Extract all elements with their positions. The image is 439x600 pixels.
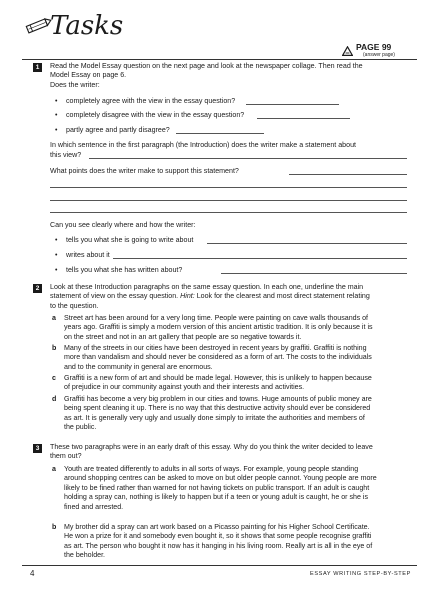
task1-intro-line: Read the Model Essay question on the next page and look at the newspaper collage. Then read the — [50, 62, 363, 70]
paragraph-line: Youth are treated differently to adults in all sorts of ways. For example, young people standing — [64, 465, 359, 473]
answer-line[interactable] — [257, 118, 350, 119]
answer-line[interactable] — [289, 174, 407, 175]
answer-line[interactable] — [221, 273, 407, 274]
item-letter: a — [52, 314, 56, 322]
task1-question-points: What points does the writer make to support this statement? — [50, 167, 239, 175]
task1-see-how: Can you see clearly where and how the writer: — [50, 221, 196, 229]
page-number: 4 — [30, 569, 35, 578]
option-partly: partly agree and partly disagree? — [66, 126, 170, 134]
paragraph-line: holding a spray can, nothing is likely to happen but if a teen or young adult is caught, he or she is — [64, 493, 369, 502]
option-agree: completely agree with the view in the essay question? — [66, 97, 236, 105]
task1-question-sentence: In which sentence in the first paragraph (the Introduction) does the writer make a statement about — [50, 141, 356, 149]
task2-intro — [50, 283, 370, 311]
page-title: Tasks — [50, 11, 124, 41]
task3-intro-line: them out? — [50, 452, 82, 461]
paragraph-line: more than vandalism and should never be considered as a form of art. The costs to the individuals — [64, 353, 372, 362]
paragraph-line: years ago. Graffiti is simply a modern version of this ancient artistic tradition. It is only because it is — [64, 323, 373, 332]
paragraph-line: likely to be fined rather than warned for not having tickets on public transport. If an adult is caught — [64, 483, 370, 492]
answer-line[interactable] — [176, 133, 264, 134]
item-letter: b — [52, 523, 57, 531]
task-number: 2 — [33, 284, 42, 293]
bullet-icon: • — [55, 252, 58, 259]
task2-intro-text: Look for the clearest and most direct statement relating — [196, 292, 370, 301]
item-letter: d — [52, 395, 57, 403]
answer-line[interactable] — [89, 158, 407, 159]
paragraph-d — [64, 395, 372, 433]
paragraph-line: the beholder. — [64, 551, 106, 560]
writer-bullet: writes about it — [66, 251, 110, 259]
paragraph-b — [64, 523, 372, 561]
task3-intro — [50, 443, 373, 462]
header-rule — [22, 59, 417, 60]
paragraph-a — [64, 465, 377, 512]
answer-line[interactable] — [207, 243, 407, 244]
bullet-icon: • — [55, 98, 58, 105]
answer-line[interactable] — [50, 212, 407, 213]
task1-question-sentence-cont: this view? — [50, 151, 82, 159]
paragraph-line: of prejudice in our community against youth and their interests and activities. — [64, 383, 305, 392]
paragraph-line: Graffiti has become a very big problem in our cities and towns. Huge amounts of public money are — [64, 395, 372, 403]
paragraph-line: as art. It is generally very ugly and usually done simply to irritate the authorities and members of — [64, 413, 365, 422]
task2-intro-text: statement of view on the essay question. — [50, 292, 181, 301]
paragraph-c — [64, 374, 372, 393]
bullet-icon: • — [55, 112, 58, 119]
paragraph-line: as art. The person who bought it now has it hanging in his living room. Really art is all in the eye of — [64, 541, 373, 550]
hint-label: Hint: — [180, 292, 195, 301]
answer-line[interactable] — [246, 104, 339, 105]
task2-intro-line: to the question. — [50, 301, 99, 310]
paragraph-line: Graffiti is a new form of art and should be made legal. However, this is unlikely to happen because — [64, 374, 372, 382]
bullet-icon: • — [55, 127, 58, 134]
item-letter: c — [52, 374, 56, 382]
task3-intro-line: These two paragraphs were in an early draft of this essay. Why do you think the writer decided to leave — [50, 443, 373, 451]
task1-intro-line: Model Essay on page 6. — [50, 71, 127, 80]
answer-line[interactable] — [113, 258, 407, 259]
page-reference: PAGE 99 — [356, 42, 392, 52]
writer-bullet: tells you what she is going to write about — [66, 236, 194, 244]
paragraph-line: on the street and not in an art gallery that people are so negative towards it. — [64, 332, 302, 341]
writer-bullet: tells you what she has written about? — [66, 266, 183, 274]
paragraph-line: around shopping centres can be asked to move on but older people cannot. Young people are more — [64, 474, 377, 483]
answer-page-note: (answer page) — [363, 52, 395, 58]
paragraph-line: fined and arrested. — [64, 502, 124, 511]
paragraph-line: being spent cleaning it up. There is no way that this destructive activity should ever be considered — [64, 404, 371, 413]
paragraph-line: He won a prize for it and somebody even bought it, so it shows that some people recognise graffiti — [64, 532, 372, 541]
paragraph-line: and to the community in general are enormous. — [64, 362, 213, 371]
task-number: 3 — [33, 444, 42, 453]
warning-triangle-icon — [342, 43, 353, 53]
footer-rule — [22, 565, 417, 566]
task2-intro-line — [50, 292, 370, 301]
item-letter: b — [52, 344, 57, 352]
paragraph-line: Many of the streets in our cities have been destroyed in recent years by graffiti. Graffiti is nothing — [64, 344, 367, 352]
answer-line[interactable] — [50, 200, 407, 201]
task1-intro — [50, 62, 363, 90]
task-number: 1 — [33, 63, 42, 72]
item-letter: a — [52, 465, 56, 473]
option-disagree: completely disagree with the view in the essay question? — [66, 111, 245, 119]
book-title: ESSAY WRITING STEP-BY-STEP — [310, 571, 411, 577]
bullet-icon: • — [55, 237, 58, 244]
task2-intro-line: Look at these Introduction paragraphs on the same essay question. In each one, underline the main — [50, 283, 364, 291]
paragraph-line: Street art has been around for a very long time. People were painting on cave walls thousands of — [64, 314, 369, 322]
paragraph-b — [64, 344, 372, 372]
paragraph-line: My brother did a spray can art work based on a Picasso painting for his Higher School Certificate. — [64, 523, 370, 531]
bullet-icon: • — [55, 267, 58, 274]
paragraph-a — [64, 314, 373, 342]
task1-intro-line: Does the writer: — [50, 80, 100, 89]
answer-line[interactable] — [50, 187, 407, 188]
paragraph-line: the public. — [64, 423, 97, 432]
